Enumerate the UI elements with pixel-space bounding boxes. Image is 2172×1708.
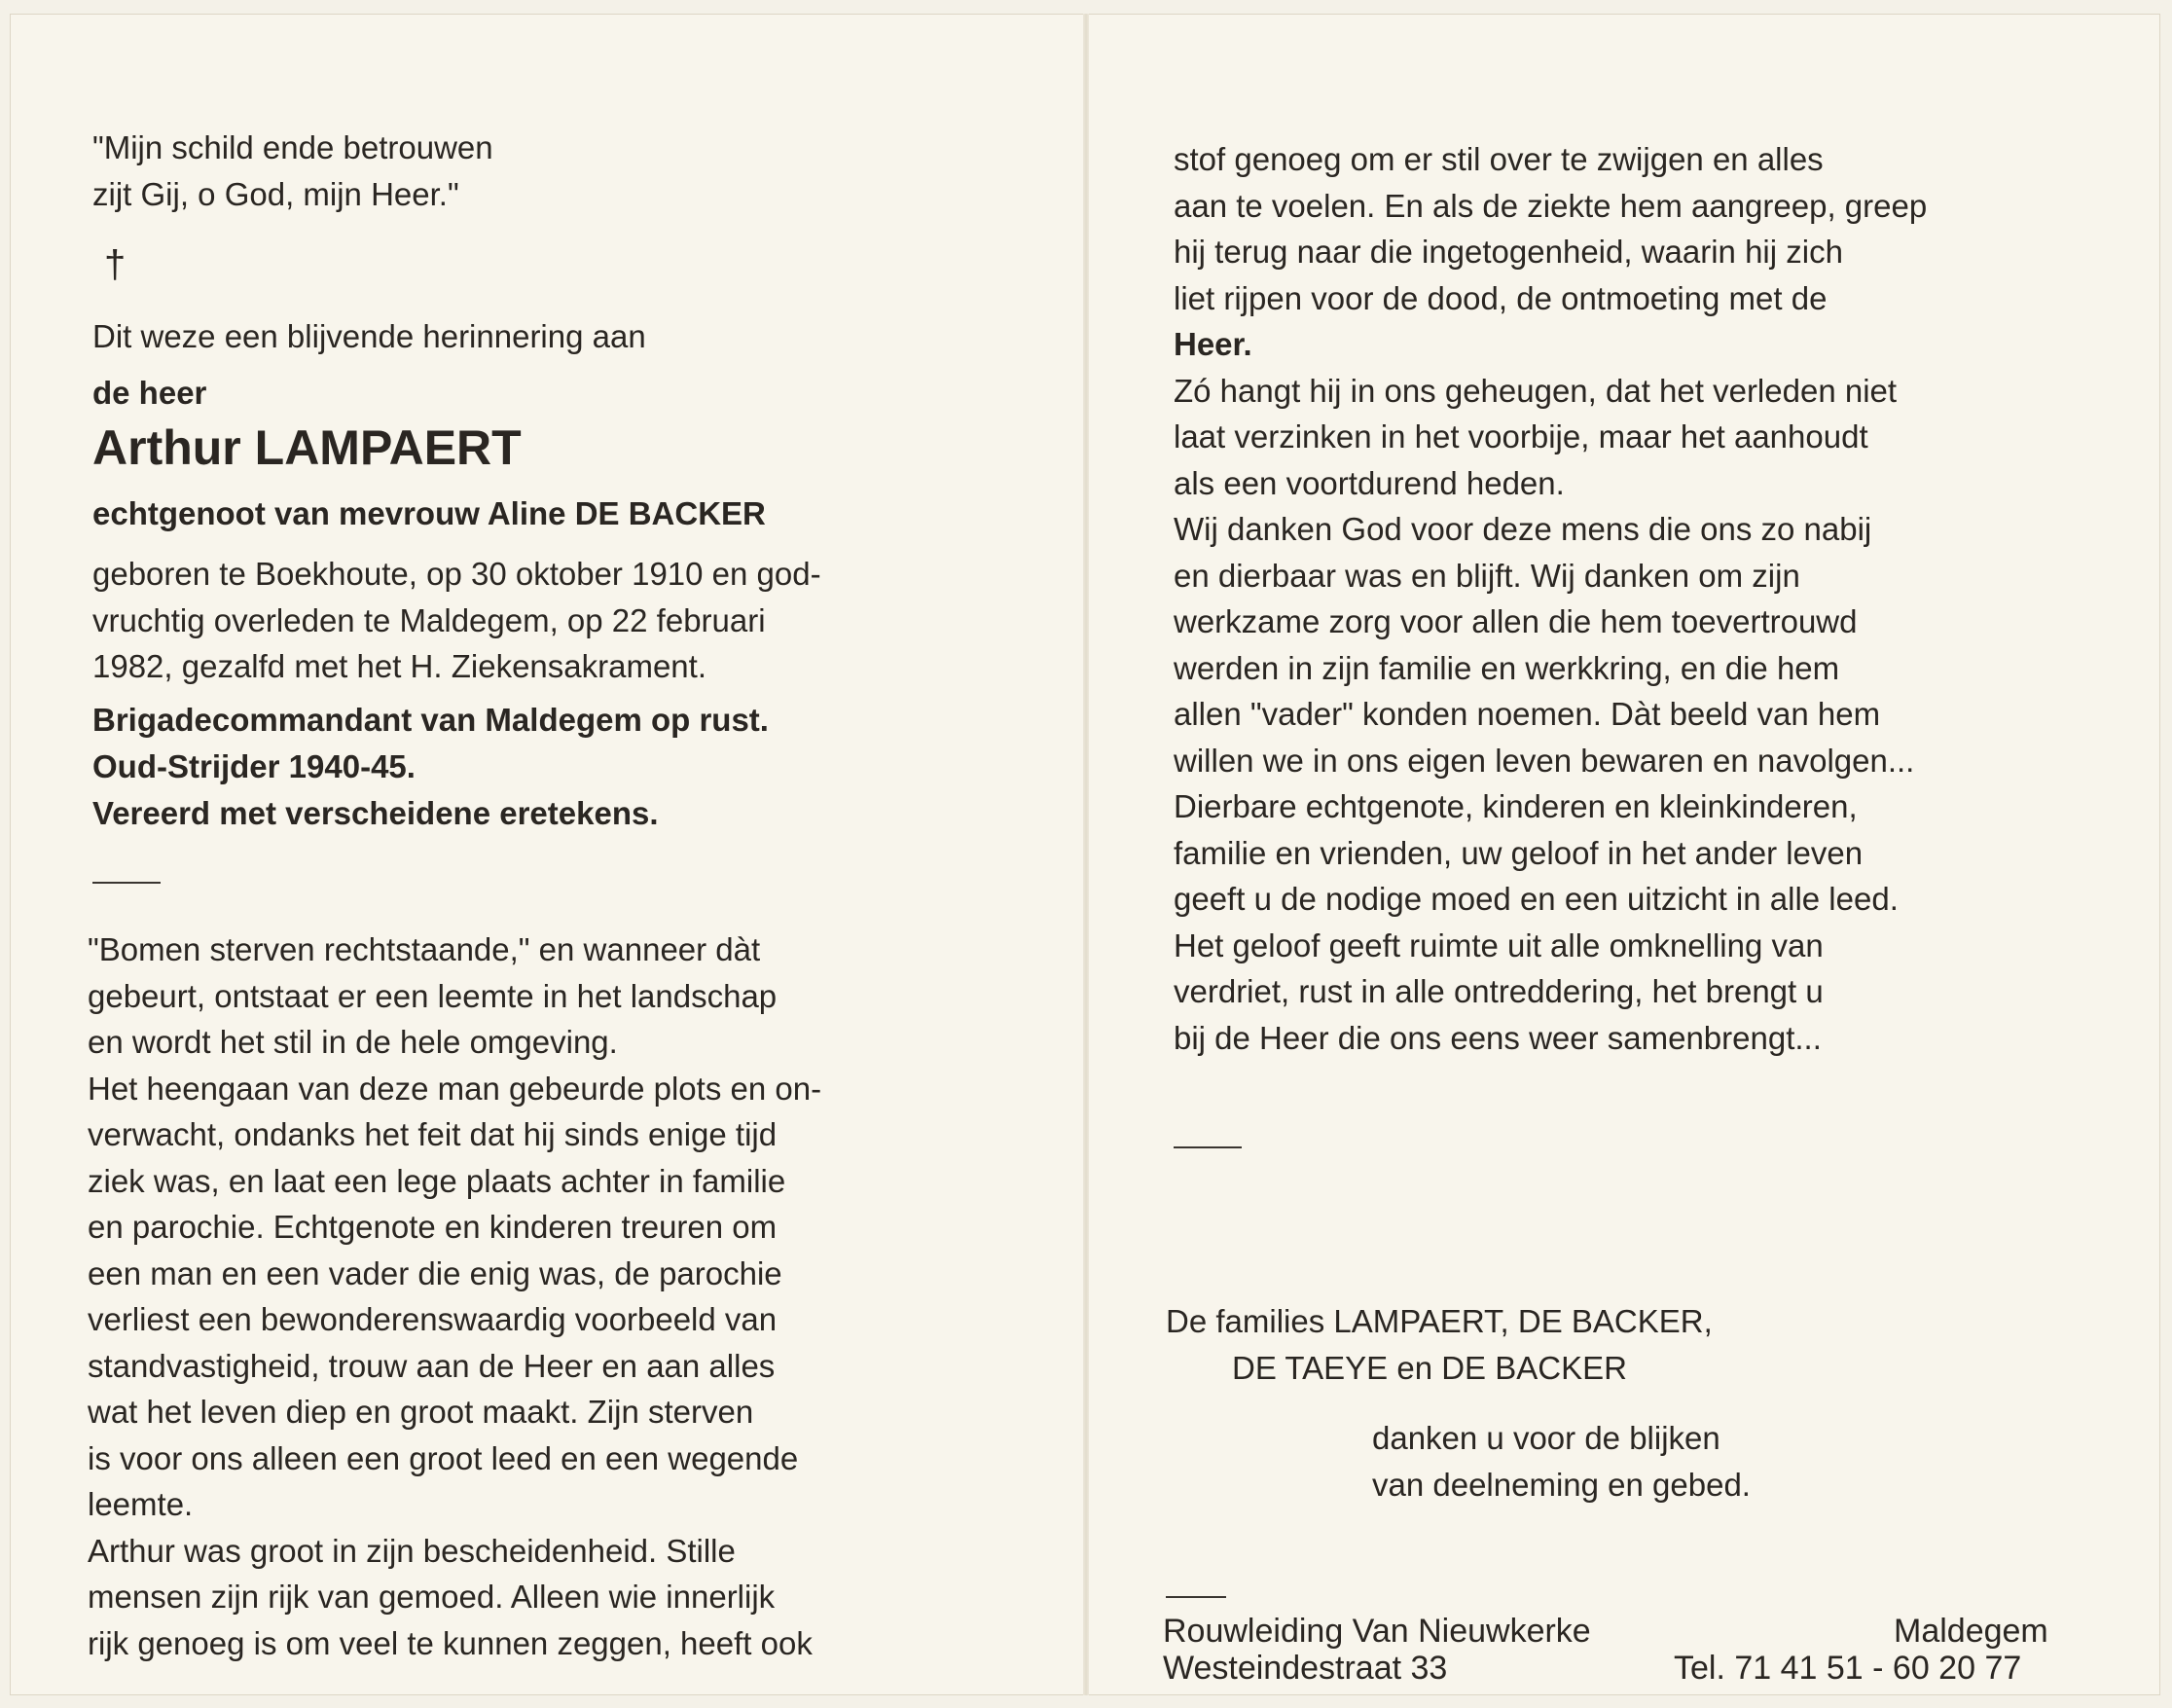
spouse-line: echtgenoot van mevrouw Aline DE BACKER [92, 495, 766, 531]
families-line-1: De families LAMPAERT, DE BACKER, [1166, 1303, 1713, 1339]
motto-line-2: zijt Gij, o God, mijn Heer." [92, 176, 459, 212]
title-line: de heer [92, 375, 207, 411]
separator-rule [1166, 1596, 1226, 1598]
text-line: standvastigheid, trouw aan de Heer en aan alles [88, 1347, 776, 1384]
eulogy-paragraph-right [1174, 136, 2079, 1061]
text-line: bij de Heer die ons eens weer samenbrengt... [1174, 1019, 1822, 1056]
text-line: Het heengaan van deze man gebeurde plots en on- [88, 1070, 822, 1107]
eulogy-paragraph-left [88, 927, 993, 1666]
text-line: Het geloof geeft ruimte uit alle omknelling van [1174, 927, 1824, 963]
text-line: als een voortdurend heden. [1174, 464, 1565, 501]
text-line: aan te voelen. En als de ziekte hem aangreep, greep [1174, 187, 1928, 224]
separator-rule [92, 882, 161, 884]
text-line: leemte. [88, 1486, 194, 1522]
undertaker-phone: Tel. 71 41 51 - 60 20 77 [1674, 1650, 2022, 1687]
text-line: gebeurt, ontstaat er een leemte in het landschap [88, 977, 778, 1014]
motto-line-1: "Mijn schild ende betrouwen [92, 129, 493, 165]
text-line: en wordt het stil in de hele omgeving. [88, 1024, 618, 1060]
text-line: familie en vrienden, uw geloof in het ander leven [1174, 834, 1864, 871]
text-line: stof genoeg om er stil over te zwijgen en alles [1174, 141, 1824, 177]
families-line-2: DE TAEYE en DE BACKER [1232, 1350, 1627, 1386]
card-fold [1083, 14, 1089, 1695]
text-line: verwacht, ondanks het feit dat hij sinds enige tijd [88, 1116, 778, 1152]
text-line: een man en een vader die enig was, de parochie [88, 1254, 782, 1291]
text-line: rijk genoeg is om veel te kunnen zeggen, heeft ook [88, 1624, 813, 1661]
text-line: ziek was, en laat een lege plaats achter in familie [88, 1162, 786, 1199]
text-line: verdriet, rust in alle ontreddering, het brengt u [1174, 973, 1824, 1009]
text-line: willen we in ons eigen leven bewaren en navolgen... [1174, 742, 1915, 779]
text-line: wat het leven diep en groot maakt. Zijn sterven [88, 1394, 754, 1430]
thanks-line-2: van deelneming en gebed. [1372, 1467, 1751, 1503]
undertaker-street: Westeindestraat 33 [1163, 1650, 1448, 1687]
intro-line: Dit weze een blijvende herinnering aan [92, 318, 646, 354]
thanks-line-1: danken u voor de blijken [1372, 1420, 1720, 1456]
undertaker-name: Rouwleiding Van Nieuwkerke [1163, 1613, 1591, 1650]
text-line: is voor ons alleen een groot leed en een wegende [88, 1439, 799, 1476]
cross-icon: † [104, 243, 127, 286]
text-line: hij terug naar die ingetogenheid, waarin hij zich [1174, 234, 1843, 270]
text-line: geeft u de nodige moed en een uitzicht in alle leed. [1174, 881, 1899, 917]
text-line: werkzame zorg voor allen die hem toevertrouwd [1174, 603, 1858, 639]
text-line: mensen zijn rijk van gemoed. Alleen wie innerlijk [88, 1579, 776, 1615]
deceased-name: Arthur LAMPAERT [92, 420, 522, 475]
birth-line-3: 1982, gezalfd met het H. Ziekensakrament. [92, 648, 706, 684]
birth-line-2: vruchtig overleden te Maldegem, op 22 februari [92, 601, 766, 638]
text-line: Arthur was groot in zijn bescheidenheid. Stille [88, 1532, 736, 1569]
text-line: laat verzinken in het voorbije, maar het aanhoudt [1174, 418, 1868, 454]
text-line: Heer. [1174, 326, 1252, 362]
undertaker-city: Maldegem [1894, 1613, 2048, 1650]
separator-rule [1174, 1146, 1242, 1148]
birth-death-paragraph [92, 551, 997, 690]
text-line: allen "vader" konden noemen. Dàt beeld van hem [1174, 696, 1881, 732]
text-line: Dierbare echtgenote, kinderen en kleinkinderen, [1174, 788, 1858, 824]
text-line: en parochie. Echtgenote en kinderen treuren om [88, 1209, 778, 1245]
text-line: verliest een bewonderenswaardig voorbeeld van [88, 1301, 778, 1337]
text-line: Zó hangt hij in ons geheugen, dat het verleden niet [1174, 372, 1898, 409]
honor-line-3: Vereerd met verscheidene eretekens. [92, 795, 659, 831]
text-line: "Bomen sterven rechtstaande," en wanneer dàt [88, 931, 761, 967]
text-line: werden in zijn familie en werkkring, en die hem [1174, 649, 1840, 686]
honor-line-2: Oud-Strijder 1940-45. [92, 748, 416, 784]
honor-line-1: Brigadecommandant van Maldegem op rust. [92, 702, 769, 738]
text-line: en dierbaar was en blijft. Wij danken om zijn [1174, 557, 1800, 594]
text-line: liet rijpen voor de dood, de ontmoeting met de [1174, 279, 1828, 316]
text-line: Wij danken God voor deze mens die ons zo nabij [1174, 511, 1872, 547]
birth-line-1: geboren te Boekhoute, op 30 oktober 1910 en god- [92, 556, 821, 592]
